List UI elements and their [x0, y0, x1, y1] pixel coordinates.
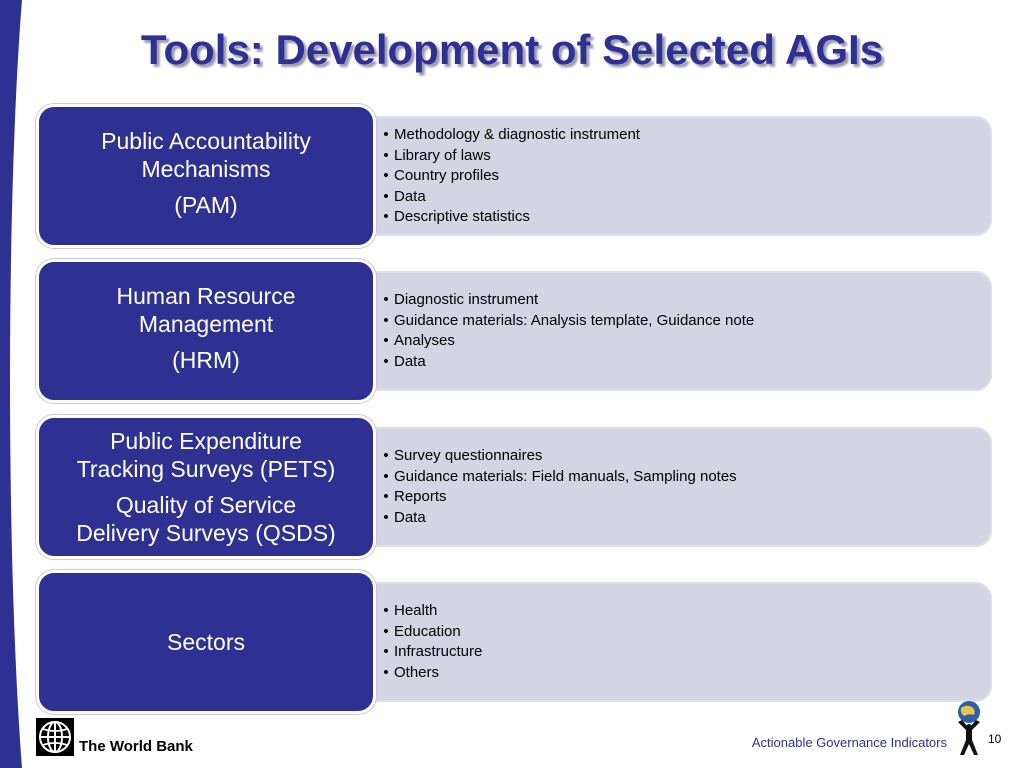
footer-caption: Actionable Governance Indicators [751, 735, 947, 750]
list-item: • Data [380, 187, 640, 208]
list-item: • Country profiles [380, 166, 640, 187]
list-item: • Guidance materials: Analysis template, Guidance note [380, 311, 754, 332]
list-item: • Data [380, 352, 754, 373]
list-item: • Diagnostic instrument [380, 290, 754, 311]
bullet-list [380, 125, 640, 228]
bullet-list [380, 601, 482, 683]
list-item: • Methodology & diagnostic instrument [380, 125, 640, 146]
category-box-pam [36, 104, 376, 248]
category-box-pets-qsds [36, 415, 376, 559]
left-swoosh-decoration [0, 0, 30, 768]
list-item: • Analyses [380, 331, 754, 352]
list-item: • Education [380, 622, 482, 643]
category-box-sectors [36, 570, 376, 714]
category-abbreviation: (HRM) [172, 347, 240, 373]
list-item: • Health [380, 601, 482, 622]
list-item: • Reports [380, 487, 737, 508]
world-bank-globe-icon [36, 718, 74, 756]
list-item: • Guidance materials: Field manuals, Sampling notes [380, 467, 737, 488]
list-item: • Infrastructure [380, 642, 482, 663]
list-item: • Others [380, 663, 482, 684]
category-name-secondary: Quality of Service Delivery Surveys (QSDS) [76, 492, 336, 546]
list-item: • Descriptive statistics [380, 207, 640, 228]
category-name: Public Accountability Mechanisms [101, 128, 311, 182]
row-hrm [36, 259, 994, 405]
bullet-list [380, 290, 754, 372]
list-item: • Data [380, 508, 737, 529]
row-sectors [36, 570, 994, 716]
slide-title: Tools: Development of Selected AGIs [140, 26, 884, 73]
page-number: 10 [988, 732, 1002, 746]
list-item: • Survey questionnaires [380, 446, 737, 467]
category-name: Sectors [167, 629, 245, 655]
list-item: • Library of laws [380, 146, 640, 167]
category-abbreviation: (PAM) [174, 192, 238, 218]
bullet-list [380, 446, 737, 528]
organization-name: The World Bank [79, 738, 193, 755]
figure-holding-globe-icon [954, 700, 984, 756]
category-box-hrm [36, 259, 376, 403]
row-pam [36, 104, 994, 250]
row-pets-qsds [36, 415, 994, 561]
category-name: Human Resource Management [116, 283, 296, 337]
category-name: Public Expenditure Tracking Surveys (PETS) [76, 428, 336, 482]
